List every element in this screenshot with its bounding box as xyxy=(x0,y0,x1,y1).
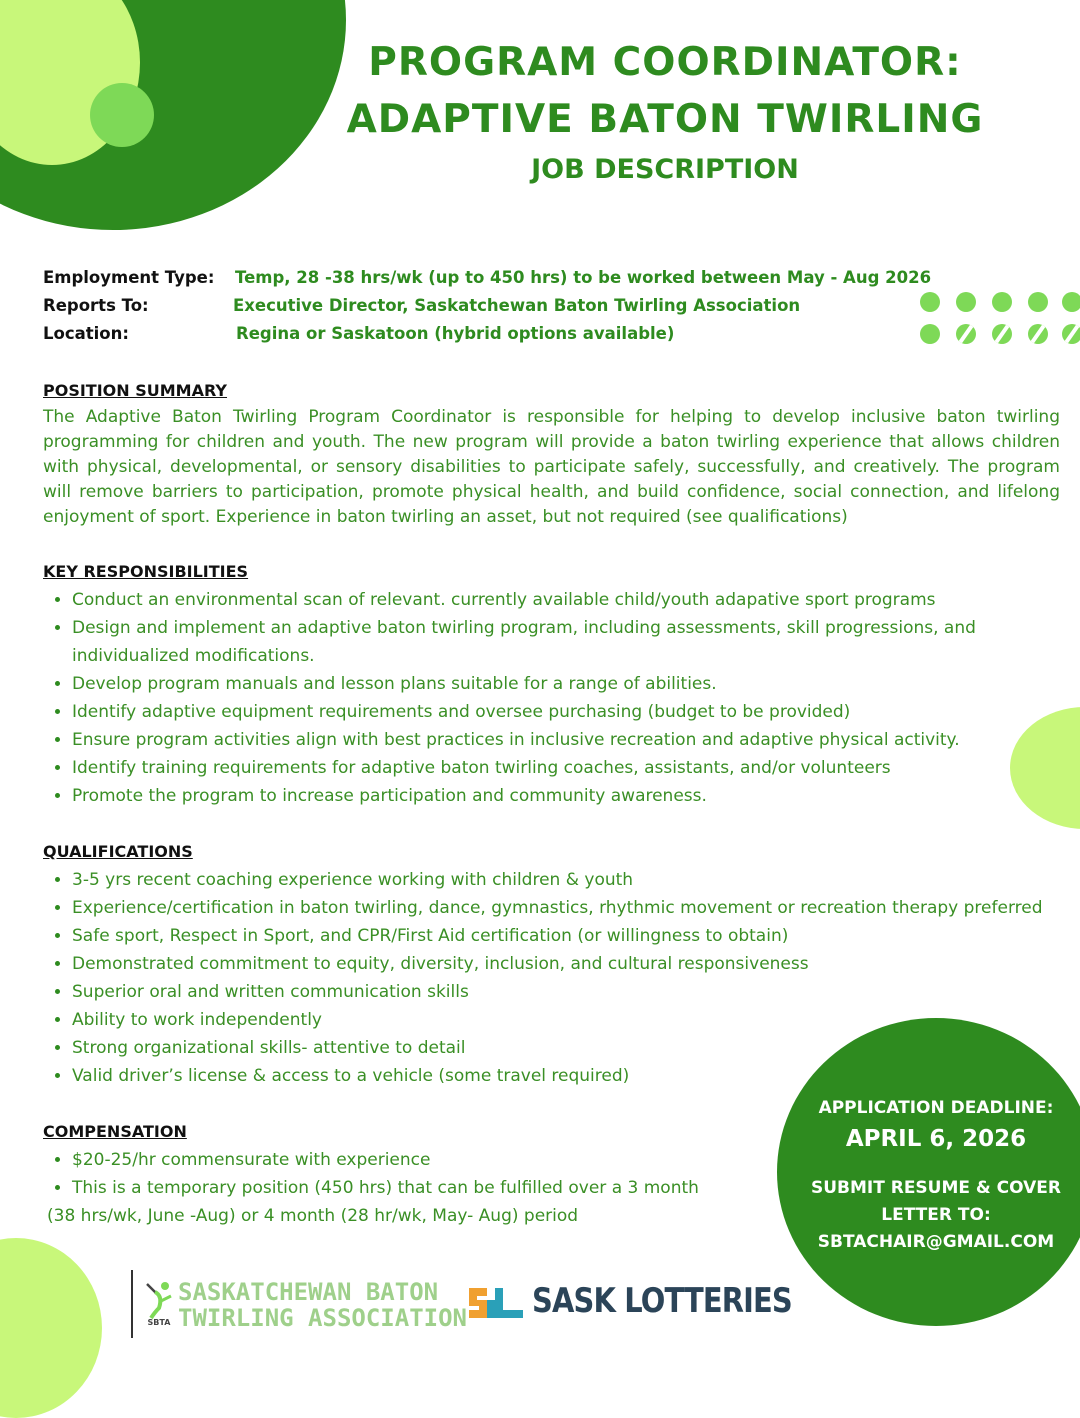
compensation-heading: COMPENSATION xyxy=(43,1122,187,1141)
sbta-name-line1: SASKATCHEWAN BATON xyxy=(178,1278,439,1306)
list-item: • Superior oral and written communication skills xyxy=(72,978,1080,1006)
list-item: • Identify adaptive equipment requirements and oversee purchasing (budget to be provided) xyxy=(72,698,1032,726)
qualifications-heading: QUALIFICATIONS xyxy=(43,842,193,861)
application-deadline-badge xyxy=(777,1018,1080,1326)
deadline-date: APRIL 6, 2026 xyxy=(845,1126,1027,1152)
sask-lotteries-logo-text: SASK LOTTERIES xyxy=(532,1281,792,1321)
contact-email[interactable]: SBTACHAIR@GMAIL.COM xyxy=(817,1232,1055,1252)
list-item: • Demonstrated commitment to equity, diversity, inclusion, and cultural responsiveness xyxy=(72,950,1080,978)
submit-instructions-line1: SUBMIT RESUME & COVER xyxy=(810,1178,1062,1198)
list-item: • Identify training requirements for adaptive baton twirling coaches, assistants, and/or volunteers xyxy=(72,754,1032,782)
employment-type-value: Temp, 28 -38 hrs/wk (up to 450 hrs) to be worked between May - Aug 2026 xyxy=(235,268,932,287)
list-item: • Safe sport, Respect in Sport, and CPR/First Aid certification (or willingness to obtain) xyxy=(72,922,1080,950)
logo-divider xyxy=(131,1270,133,1338)
dot-icon xyxy=(920,292,940,312)
list-item: • Ability to work independently xyxy=(72,1006,1080,1034)
dot-icon xyxy=(992,292,1012,312)
leaf-dot-icon xyxy=(1062,324,1080,344)
leaf-dot-icon xyxy=(992,324,1012,344)
page-title-line1: PROGRAM COORDINATOR: xyxy=(368,40,962,85)
sbta-name-line2: TWIRLING ASSOCIATION xyxy=(178,1304,467,1332)
list-item: • Experience/certification in baton twirling, dance, gymnastics, rhythmic movement or recreation therapy preferred xyxy=(72,894,1080,922)
list-item: • Develop program manuals and lesson plans suitable for a range of abilities. xyxy=(72,670,1032,698)
list-item: • Ensure program activities align with best practices in inclusive recreation and adaptive physical activity. xyxy=(72,726,1032,754)
sbta-mark-text: SBTA xyxy=(147,1318,171,1327)
deadline-label: APPLICATION DEADLINE: xyxy=(818,1098,1054,1118)
sask-lotteries-logo-icon xyxy=(465,1282,527,1324)
submit-instructions-line2: LETTER TO: xyxy=(881,1205,991,1225)
employment-type-label: Employment Type: xyxy=(43,268,215,287)
list-item: • Valid driver’s license & access to a vehicle (some travel required) xyxy=(72,1062,1080,1090)
list-item: • Design and implement an adaptive baton twirling program, including assessments, skill progressions, and individualized modifications. xyxy=(72,614,1032,670)
reports-to-label: Reports To: xyxy=(43,296,149,315)
compensation-list xyxy=(43,1146,772,1202)
position-summary-heading: POSITION SUMMARY xyxy=(43,381,228,400)
key-responsibilities-heading: KEY RESPONSIBILITIES xyxy=(43,562,249,581)
dot-icon xyxy=(920,324,940,344)
list-item: • Strong organizational skills- attentive to detail xyxy=(72,1034,1080,1062)
page-title-line2: ADAPTIVE BATON TWIRLING xyxy=(346,97,984,142)
list-item: • This is a temporary position (450 hrs) that can be fulfilled over a 3 month xyxy=(72,1174,772,1202)
leaf-dot-icon xyxy=(1028,324,1048,344)
compensation-continued-text: (38 hrs/wk, June -Aug) or 4 month (28 hr/wk, May- Aug) period xyxy=(47,1206,579,1226)
page-subtitle: JOB DESCRIPTION xyxy=(531,154,799,185)
list-item: • $20-25/hr commensurate with experience xyxy=(72,1146,772,1174)
list-item: • Conduct an environmental scan of relevant. currently available child/youth adapative sport programs xyxy=(72,586,1032,614)
location-label: Location: xyxy=(43,324,129,343)
list-item: • Promote the program to increase participation and community awareness. xyxy=(72,782,1032,810)
list-item: • 3-5 yrs recent coaching experience working with children & youth xyxy=(72,866,1080,894)
dot-icon xyxy=(1028,292,1048,312)
position-summary-text: The Adaptive Baton Twirling Program Coordinator is responsible for helping to develop inclusive baton twirling programming for children and youth. The new program will provide a baton twirling experience that allows children with physical, developmental, or sensory disabilities to participate safely, successfully, and creatively. The program will remove barriers to participation, promote physical health, and build confidence, social connection, and lifelong enjoyment of sport. Experience in baton twirling an asset, but not required (see qualifications) xyxy=(43,407,1060,527)
dot-icon xyxy=(956,292,976,312)
dot-icon xyxy=(1062,292,1080,312)
decorative-circle-bottom xyxy=(0,1238,102,1418)
key-responsibilities-list xyxy=(43,586,1032,810)
decorative-circle-small xyxy=(90,83,154,147)
leaf-dot-icon xyxy=(956,324,976,344)
sbta-logo-icon xyxy=(143,1278,175,1330)
reports-to-value: Executive Director, Saskatchewan Baton Twirling Association xyxy=(233,296,801,315)
location-value: Regina or Saskatoon (hybrid options available) xyxy=(236,324,675,343)
